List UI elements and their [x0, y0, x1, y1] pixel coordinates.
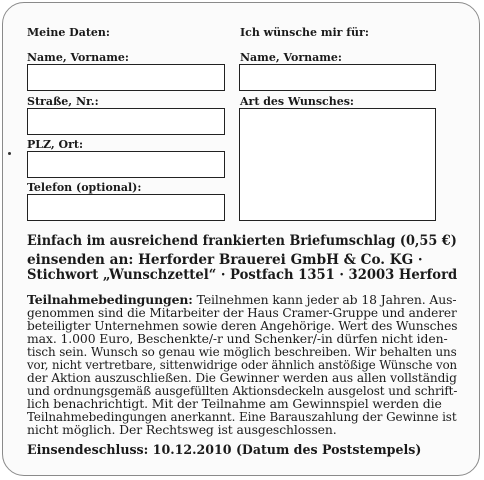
my-postcode-city-label: PLZ, Ort: [27, 138, 84, 151]
my-postcode-city-field[interactable] [27, 151, 225, 178]
wish-type-field[interactable] [239, 108, 436, 221]
recipient-name-field[interactable] [239, 64, 436, 91]
terms-line: genommen sind die Mitarbeiter der Haus Cramer-Gruppe und anderer [27, 305, 457, 320]
terms-line: und ordnungsgemäß ausgefüllten Aktionsdeckeln ausgelost und schrift- [27, 383, 458, 398]
mailing-line-1: Einfach im ausreichend frankierten Briefumschlag (0,55 €) [27, 233, 457, 249]
print-speck [8, 152, 11, 155]
wish-for-heading: Ich wünsche mir für: [240, 26, 369, 39]
mailing-line-3: Stichwort „Wunschzettel“ · Postfach 1351 · 32003 Herford [27, 267, 458, 283]
my-phone-field[interactable] [27, 194, 225, 221]
entry-deadline: Einsendeschluss: 10.12.2010 (Datum des Poststempels) [27, 442, 422, 457]
terms-line: nicht möglich. Der Rechtsweg ist ausgeschlossen. [27, 422, 337, 437]
my-street-field[interactable] [27, 108, 225, 135]
terms-line: vor, nicht vertretbare, sittenwidrige oder ähnlich anstößige Wünsche von [27, 357, 458, 372]
terms-line: der Aktion auszuschließen. Die Gewinner werden aus allen vollständig [27, 370, 457, 385]
terms-line: tisch sein. Wunsch so genau wie möglich beschreiben. Wir behalten uns [27, 344, 457, 359]
mailing-line-2: einsenden an: Herforder Brauerei GmbH & Co. KG · [27, 252, 423, 268]
my-name-field[interactable] [27, 64, 225, 91]
my-name-label: Name, Vorname: [27, 51, 129, 64]
recipient-name-label: Name, Vorname: [240, 51, 342, 64]
terms-title: Teilnahmebedingungen: [27, 292, 193, 307]
my-phone-label: Telefon (optional): [27, 181, 142, 194]
my-data-heading: Meine Daten: [27, 26, 110, 39]
my-street-label: Straße, Nr.: [27, 95, 99, 108]
terms-line: lich benachrichtigt. Mit der Teilnahme am Gewinnspiel werden die [27, 396, 442, 411]
terms-line: beteiligter Unternehmen sowie deren Angehörige. Wert des Wunsches [27, 318, 458, 333]
terms-line: max. 1.000 Euro, Beschenkte/-r und Schenker/-in dürfen nicht iden- [27, 331, 448, 346]
terms-line: Teilnahmebedingungen: Teilnehmen kann jeder ab 18 Jahren. Aus- [27, 292, 457, 307]
wish-type-label: Art des Wunsches: [240, 95, 354, 108]
terms-line: Teilnahmebedingungen anerkannt. Eine Barauszahlung der Gewinne ist [27, 409, 457, 424]
